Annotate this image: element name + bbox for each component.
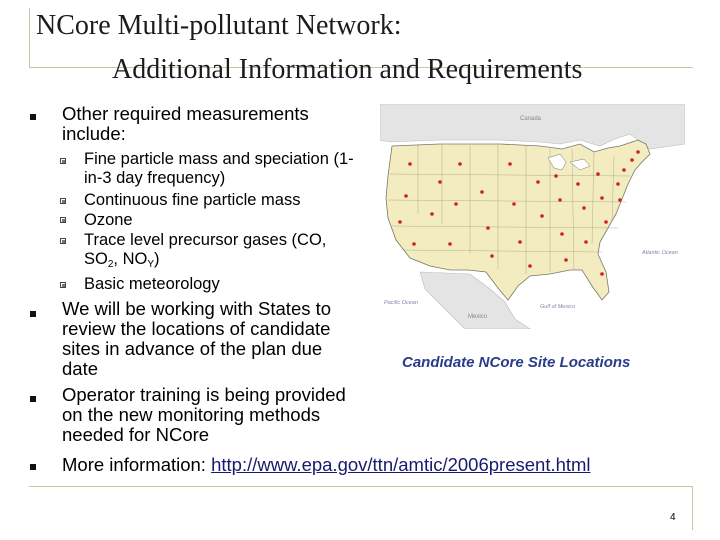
- site-marker: [618, 198, 622, 202]
- trace-gases-close: ): [154, 250, 160, 268]
- sub-bullet-box-icon: [60, 158, 66, 164]
- site-marker: [630, 158, 634, 162]
- map-label-atlantic: Atlantic Ocean: [642, 250, 678, 256]
- frame-bottom-line: [29, 486, 693, 487]
- bullet-more-information: [62, 455, 702, 475]
- bullet-square-icon: [30, 464, 36, 470]
- site-marker: [438, 180, 442, 184]
- sub-bullet-continuous: Continuous fine particle mass: [84, 191, 301, 209]
- site-marker: [600, 272, 604, 276]
- site-marker: [404, 194, 408, 198]
- site-marker: [636, 150, 640, 154]
- sub-bullet-box-icon: [60, 217, 66, 223]
- sub-bullet-trace-gases: [84, 231, 354, 274]
- so2-subscript: 2: [107, 259, 114, 270]
- site-marker: [600, 196, 604, 200]
- site-marker: [536, 180, 540, 184]
- site-marker: [458, 162, 462, 166]
- bullet-square-icon: [30, 114, 36, 120]
- sub-bullet-ozone: Ozone: [84, 211, 133, 229]
- site-marker: [582, 206, 586, 210]
- site-marker: [518, 240, 522, 244]
- site-marker: [430, 212, 434, 216]
- site-marker: [486, 226, 490, 230]
- site-marker: [398, 220, 402, 224]
- sub-bullet-box-icon: [60, 198, 66, 204]
- bullet-operator-training: Operator training is being provided on the new monitoring methods needed for NCore: [62, 384, 346, 445]
- sub-bullet-box-icon: [60, 238, 66, 244]
- site-marker: [616, 182, 620, 186]
- site-marker: [412, 242, 416, 246]
- ncore-site-map: [380, 104, 685, 329]
- amtic-link[interactable]: http://www.epa.gov/ttn/amtic/2006present.html: [211, 454, 591, 475]
- map-label-pacific: Pacific Ocean: [384, 300, 418, 306]
- site-marker: [558, 198, 562, 202]
- page-number: 4: [670, 512, 676, 523]
- sub-bullet-meteorology: Basic meteorology: [84, 275, 220, 293]
- slide-title-line2: Additional Information and Requirements: [112, 54, 583, 85]
- bullet-square-icon: [30, 396, 36, 402]
- map-label-canada: Canada: [520, 116, 542, 122]
- noy-subscript: Y: [147, 259, 154, 270]
- map-label-mexico: Mexico: [468, 314, 488, 320]
- site-marker: [480, 190, 484, 194]
- site-marker: [622, 168, 626, 172]
- map-label-gulf: Gulf of Mexico: [540, 304, 576, 310]
- site-marker: [564, 258, 568, 262]
- bullet-working-with-states: We will be working with States to review the locations of candidate sites in advance of the plan due date: [62, 298, 332, 379]
- site-marker: [576, 182, 580, 186]
- site-marker: [408, 162, 412, 166]
- site-marker: [554, 174, 558, 178]
- site-marker: [596, 172, 600, 176]
- sub-bullet-box-icon: [60, 282, 66, 288]
- sub-bullet-fine-particle: Fine particle mass and speciation (1-in-3 day frequency): [84, 150, 354, 187]
- us-map-graphic: [380, 104, 685, 329]
- site-marker: [584, 240, 588, 244]
- site-marker: [604, 220, 608, 224]
- frame-left-line: [29, 8, 30, 68]
- site-marker: [528, 264, 532, 268]
- site-marker: [454, 202, 458, 206]
- site-marker: [448, 242, 452, 246]
- slide-title-line1: NCore Multi-pollutant Network:: [36, 10, 402, 41]
- noy-label: , NO: [113, 250, 148, 268]
- more-info-label: More information:: [62, 454, 212, 475]
- site-marker: [540, 214, 544, 218]
- so2-label: SO: [84, 250, 108, 268]
- site-marker: [490, 254, 494, 258]
- frame-right-line: [692, 486, 693, 530]
- site-marker: [512, 202, 516, 206]
- bullet-required-measurements: Other required measurements include:: [62, 103, 309, 144]
- site-marker: [560, 232, 564, 236]
- map-caption: Candidate NCore Site Locations: [402, 354, 631, 371]
- trace-gases-text: Trace level precursor gases (CO,: [84, 231, 327, 249]
- bullet-square-icon: [30, 311, 36, 317]
- site-marker: [508, 162, 512, 166]
